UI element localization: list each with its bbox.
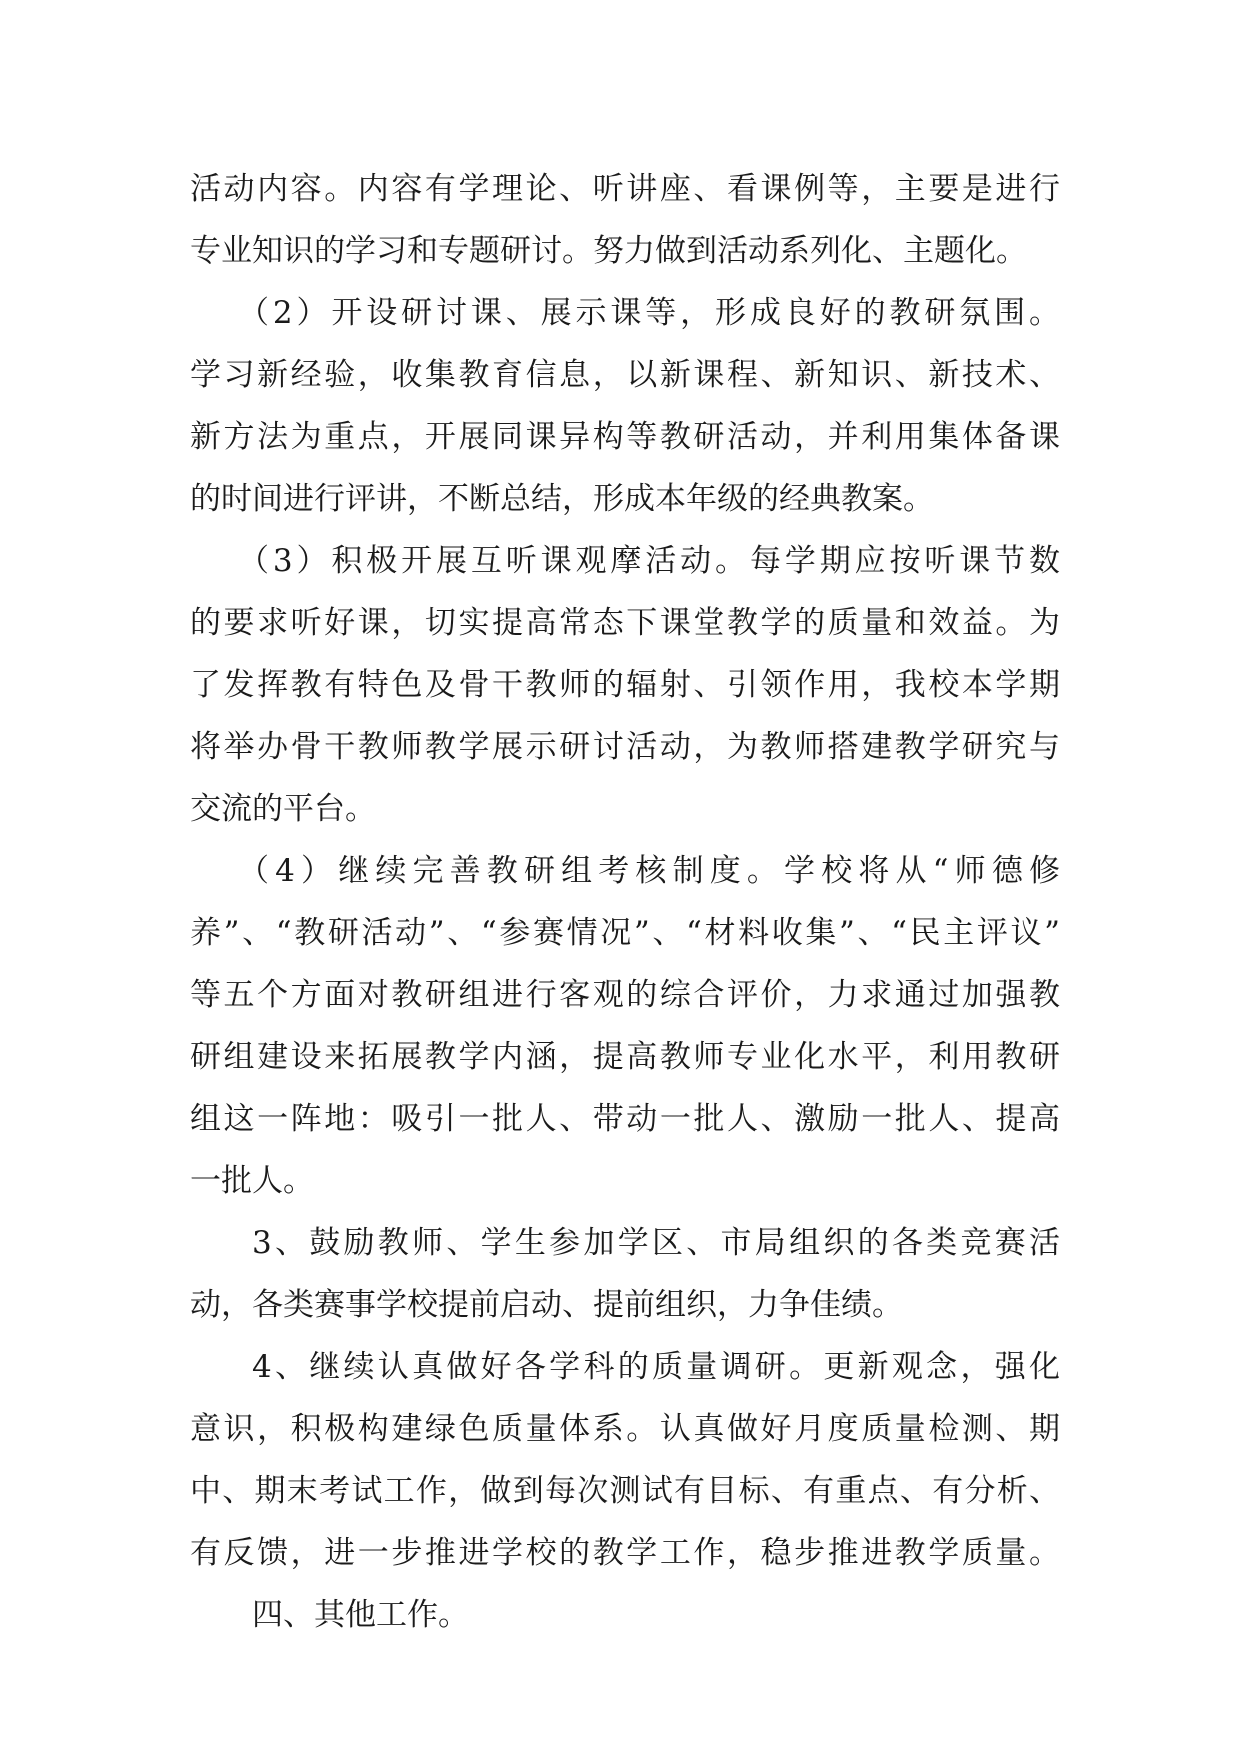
text-line: 新方法为重点，开展同课异构等教研活动，并利用集体备课 — [190, 419, 1060, 455]
text-line: 的要求听好课，切实提高常态下课堂教学的质量和效益。为 — [190, 605, 1060, 641]
text-line: 活动内容。内容有学理论、听讲座、看课例等，主要是进行 — [190, 171, 1060, 207]
text-line: 养”、“教研活动”、“参赛情况”、“材料收集”、“民主评议” — [190, 915, 1060, 951]
text-line: 动，各类赛事学校提前启动、提前组织，力争佳绩。 — [190, 1287, 903, 1323]
text-line: 3、鼓励教师、学生参加学区、市局组织的各类竞赛活 — [252, 1225, 1060, 1261]
text-line: 将举办骨干教师教学展示研讨活动，为教师搭建教学研究与 — [190, 729, 1060, 765]
text-line: 等五个方面对教研组进行客观的综合评价，力求通过加强教 — [190, 977, 1060, 1013]
text-line: 组这一阵地：吸引一批人、带动一批人、激励一批人、提高 — [190, 1101, 1060, 1137]
text-line: 4、继续认真做好各学科的质量调研。更新观念，强化 — [252, 1349, 1060, 1385]
document-body — [190, 158, 1060, 1646]
text-line: 研组建设来拓展教学内涵，提高教师专业化水平，利用教研 — [190, 1039, 1060, 1075]
text-line: 学习新经验，收集教育信息，以新课程、新知识、新技术、 — [190, 357, 1060, 393]
text-line: 四、其他工作。 — [252, 1597, 469, 1633]
text-line: （2）开设研讨课、展示课等，形成良好的教研氛围。 — [238, 295, 1060, 331]
text-line: 意识，积极构建绿色质量体系。认真做好月度质量检测、期 — [190, 1411, 1060, 1447]
text-line: （4）继续完善教研组考核制度。学校将从“师德修 — [238, 853, 1060, 889]
text-line: （3）积极开展互听课观摩活动。每学期应按听课节数 — [238, 543, 1060, 579]
text-line: 专业知识的学习和专题研讨。努力做到活动系列化、主题化。 — [190, 233, 1027, 269]
text-line: 交流的平台。 — [190, 791, 376, 827]
text-line: 的时间进行评讲，不断总结，形成本年级的经典教案。 — [190, 481, 934, 517]
text-line: 中、期末考试工作，做到每次测试有目标、有重点、有分析、 — [190, 1473, 1060, 1509]
text-line: 有反馈，进一步推进学校的教学工作，稳步推进教学质量。 — [190, 1535, 1060, 1571]
text-line: 了发挥教有特色及骨干教师的辐射、引领作用，我校本学期 — [190, 667, 1060, 703]
text-line: 一批人。 — [190, 1163, 314, 1199]
